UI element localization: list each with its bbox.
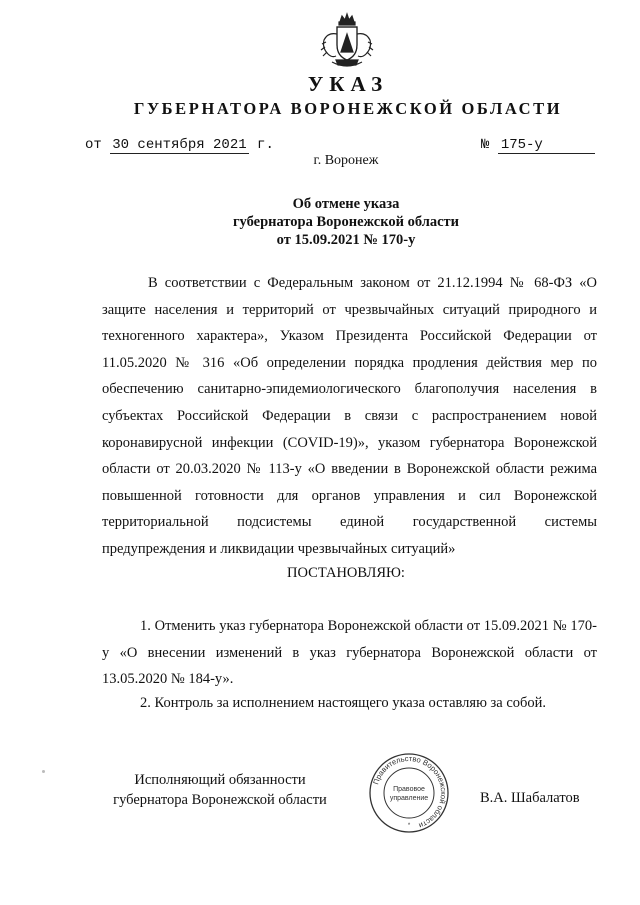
coat-of-arms-icon (318, 12, 376, 72)
number-line (481, 137, 595, 154)
number-prefix: № (481, 137, 490, 153)
subject-line: Об отмене указа (292, 196, 400, 212)
signatory-position (100, 770, 340, 810)
date-suffix: г. (257, 137, 274, 153)
position-line: губернатора Воронежской области (113, 792, 327, 808)
date-line (85, 137, 274, 154)
scan-speck (42, 770, 45, 773)
stamp-center-text: управление (389, 795, 429, 802)
date-value: 30 сентября 2021 (112, 137, 247, 153)
point-2-paragraph: 2. Контроль за исполнением настоящего указа оставляю за собой. (140, 695, 547, 711)
subject-line: губернатора Воронежской области (232, 214, 460, 230)
number-value: 175-у (498, 138, 595, 154)
preamble-paragraph: В соответствии с Федеральным законом от 21.12.1994 № 68-ФЗ «О защите населения и территорий от чрезвычайных ситуаций природного и техногенного характера», Указом Президента Российской Федерации от 11.05.2020 № 316 «Об определении порядка продления действия мер по обеспечению санитарно-эпидемиологического благополучия населения в субъектах Российской Федерации в связи с распространением новой коронавирусной инфекции (COVID-19)», указом губернатора Воронежской области от 20.03.2020 № 113-у «О введении в Воронежской области режима повышенной готовности для органов управления и сил Воронежской территориальной подсистемы единой государственной системы предупреждения и ликвидации чрезвычайных ситуаций» (102, 275, 597, 557)
city: г. Воронеж (313, 153, 379, 168)
signatory-name: В.А. Шабалатов (480, 790, 580, 806)
stamp-ring-text: Правительство Воронежской области (371, 753, 449, 831)
stamp-star-icon: * (407, 823, 411, 829)
stamp-center-text: Правовое (393, 786, 425, 793)
point-1-paragraph: 1. Отменить указ губернатора Воронежской области от 15.09.2021 № 170-у «О внесении изменений в указ губернатора Воронежской области от 13.05.2020 № 184-у». (102, 618, 597, 688)
position-line: Исполняющий обязанности (134, 772, 306, 788)
subject-block (0, 195, 640, 249)
document-subtitle: ГУБЕРНАТОРА ВОРОНЕЖСКОЙ ОБЛАСТИ (133, 99, 563, 118)
document-title: УКАЗ (307, 72, 389, 96)
decree-word: ПОСТАНОВЛЯЮ: (287, 565, 405, 581)
date-prefix: от (85, 137, 102, 153)
subject-line: от 15.09.2021 № 170-у (276, 232, 416, 248)
official-stamp (368, 752, 450, 834)
